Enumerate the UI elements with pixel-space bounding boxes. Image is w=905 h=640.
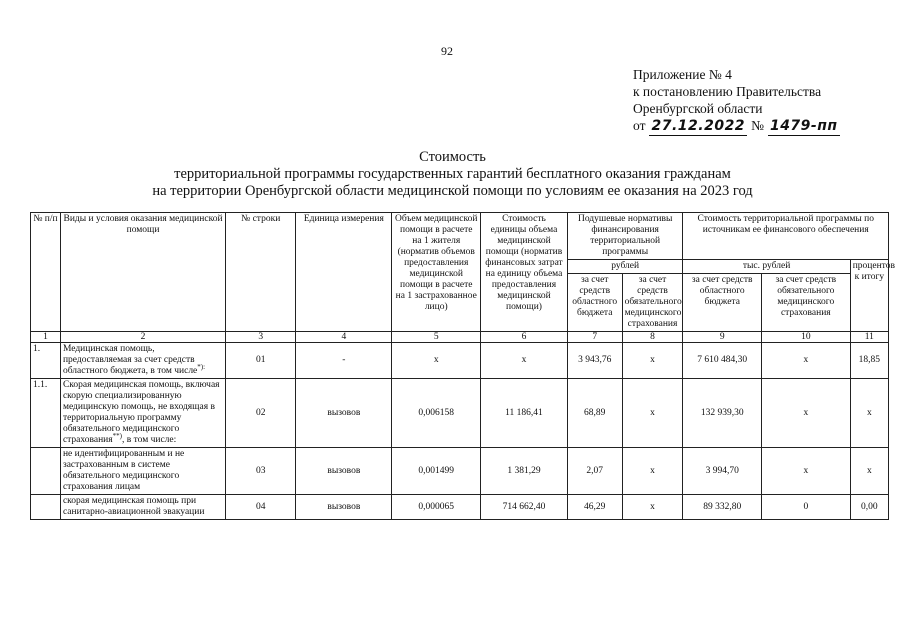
row-total-budget: 7 610 484,30	[683, 343, 761, 379]
column-number: 10	[761, 332, 850, 343]
title-line-2: территориальной программы государственных гарантий бесплатного оказания гражданам	[174, 166, 731, 182]
row-total-budget: 3 994,70	[683, 448, 761, 495]
row-name-tail: , в том числе:	[122, 435, 177, 445]
cost-table	[30, 212, 895, 520]
row-number-cell: 02	[226, 379, 296, 448]
row-cost: x	[481, 343, 568, 379]
header-total-budget: за счет средств областного бюджета	[683, 274, 761, 332]
title-line-3: на территории Оренбургской области медицинской помощи по условиям ее оказания на 2023 год	[152, 183, 753, 199]
row-total-oms: x	[761, 343, 850, 379]
header-percap-oms: за счет средств обязательного медицинского страхования	[622, 274, 683, 332]
decree-date-line	[633, 117, 840, 136]
column-number: 6	[481, 332, 568, 343]
row-number-cell: 04	[226, 495, 296, 520]
header-total: Стоимость территориальной программы по источникам ее финансового обеспечения	[683, 213, 889, 260]
column-number: 11	[850, 332, 888, 343]
row-total-oms: x	[761, 448, 850, 495]
row-total-pct: x	[850, 379, 888, 448]
row-name: не идентифицированным и не застрахованным в системе обязательного медицинского страхования лицам	[60, 448, 225, 495]
row-volume: x	[392, 343, 481, 379]
row-num	[31, 495, 61, 520]
decree-date: 27.12.2022	[651, 118, 746, 134]
row-volume: 0,001499	[392, 448, 481, 495]
column-number-row	[31, 332, 889, 343]
column-number: 5	[392, 332, 481, 343]
row-volume: 0,000065	[392, 495, 481, 520]
row-percap-budget: 2,07	[567, 448, 622, 495]
row-total-pct: 18,85	[850, 343, 888, 379]
column-number: 3	[226, 332, 296, 343]
document-title	[0, 149, 905, 200]
column-number: 2	[60, 332, 225, 343]
row-percap-budget: 3 943,76	[567, 343, 622, 379]
decree-number: 1479-пп	[769, 118, 838, 134]
column-number: 1	[31, 332, 61, 343]
column-number: 8	[622, 332, 683, 343]
row-percap-budget: 46,29	[567, 495, 622, 520]
header-total-oms: за счет средств обязательного медицинского страхования	[761, 274, 850, 332]
header-volume: Объем медицинской помощи в расчете на 1 жителя (норматив объемов предоставления медицинской помощи в расчете на 1 застрахованное лицо)	[392, 213, 481, 332]
row-cost: 714 662,40	[481, 495, 568, 520]
header-kinds: Виды и условия оказания медицинской помощи	[60, 213, 225, 332]
row-unit: вызовов	[296, 495, 392, 520]
header-total-pct: процентов к итогу	[850, 260, 888, 332]
row-name	[60, 379, 225, 448]
title-line-1: Стоимость	[419, 149, 486, 165]
table-row	[31, 448, 889, 495]
row-percap-oms: x	[622, 448, 683, 495]
row-num	[31, 448, 61, 495]
row-cost: 1 381,29	[481, 448, 568, 495]
row-num: 1.	[31, 343, 61, 379]
appendix-line-1: Приложение № 4	[633, 67, 732, 82]
row-unit: -	[296, 343, 392, 379]
header-percap-unit: рублей	[567, 260, 683, 274]
column-number: 4	[296, 332, 392, 343]
row-number-cell: 03	[226, 448, 296, 495]
row-total-pct: x	[850, 448, 888, 495]
header-total-unit: тыс. рублей	[683, 260, 850, 274]
row-percap-budget: 68,89	[567, 379, 622, 448]
header-row-no: № строки	[226, 213, 296, 332]
row-number-cell: 01	[226, 343, 296, 379]
row-total-budget: 89 332,80	[683, 495, 761, 520]
row-percap-oms: x	[622, 379, 683, 448]
table-row	[31, 495, 889, 520]
row-total-oms: x	[761, 379, 850, 448]
row-volume: 0,006158	[392, 379, 481, 448]
row-percap-oms: x	[622, 343, 683, 379]
appendix-header	[633, 66, 840, 136]
row-unit: вызовов	[296, 448, 392, 495]
row-name-text: Скорая медицинская помощь, включая скорую специализированную медицинскую помощь, не входящая в территориальную программу обязательного медицинского страхования	[62, 380, 220, 445]
page-number: 92	[441, 44, 453, 58]
row-cost: 11 186,41	[481, 379, 568, 448]
column-number: 9	[683, 332, 761, 343]
appendix-line-3: Оренбургской области	[633, 101, 763, 116]
table-row	[31, 379, 889, 448]
header-unit: Единица измерения	[296, 213, 392, 332]
header-cost: Стоимость единицы объема медицинской помощи (норматив финансовых затрат на единицу объема предоставления медицинской помощи)	[481, 213, 568, 332]
row-total-oms: 0	[761, 495, 850, 520]
appendix-line-2: к постановлению Правительства	[633, 84, 822, 99]
row-num: 1.1.	[31, 379, 61, 448]
row-name-text: Медицинская помощь, предоставляемая за счет средств областного бюджета, в том числе	[62, 344, 198, 376]
footnote-mark: *):	[197, 362, 206, 371]
number-label: №	[751, 118, 764, 133]
row-total-pct: 0,00	[850, 495, 888, 520]
row-name: скорая медицинская помощь при санитарно-авиационной эвакуации	[60, 495, 225, 520]
table-row	[31, 343, 889, 379]
header-percap: Подушевые нормативы финансирования территориальной программы	[567, 213, 683, 260]
header-num: № п/п	[31, 213, 61, 332]
row-name	[60, 343, 225, 379]
footnote-mark: **)	[112, 431, 122, 440]
header-percap-budget: за счет средств областного бюджета	[567, 274, 622, 332]
from-label: от	[633, 118, 646, 133]
column-number: 7	[567, 332, 622, 343]
row-percap-oms: x	[622, 495, 683, 520]
row-total-budget: 132 939,30	[683, 379, 761, 448]
row-unit: вызовов	[296, 379, 392, 448]
